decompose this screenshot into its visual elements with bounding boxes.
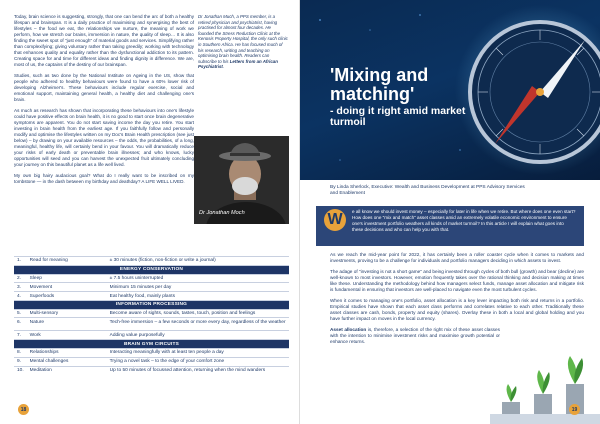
headline-line-1: 'Mixing and bbox=[330, 65, 429, 85]
row-activity: Multi-sensory bbox=[27, 309, 107, 318]
right-body-text bbox=[330, 252, 584, 350]
row-number: 1. bbox=[14, 257, 27, 266]
right-paragraph-4 bbox=[330, 327, 500, 345]
left-body-text bbox=[14, 14, 194, 190]
table-row bbox=[14, 274, 289, 283]
right-paragraph-2: The adage of "investing is not a short game" and being invested through cycles of both bull (growth) and bear (decline) are well-known to most investors. However, emotion frequently takes over the rational thinking and decision making at times like these. Understanding the methodology behind how managers select funds, manage asset allocation and mitigate risk is fundamental in ensuring that investors are well-placed to navigate even the most turbulent cycles. bbox=[330, 269, 584, 292]
section-label: BRAIN GYM CIRCUITS bbox=[14, 340, 289, 349]
intro-text: e all know we should invest money – especially for later in life when we retire. But where does one even start? How does one "mix and match" asset classes amid an extremely volatile economic environment to ensure one's investment portfolio weathers all kinds of market turmoil? In this article I will explain what goes into these decisions and who can help you with that. bbox=[352, 209, 576, 232]
table-row bbox=[14, 331, 289, 340]
bio-lead: Dr Jonathan Much, a PPS member, is a retired physician and psychiatrist, having practised for almost four decades. He founded the Stress Reduction Clinic at the Kenosis Property Hospital, the only such clinic in Southern Africa. He has focused much of his research, writing and teaching on optimising brain health. Readers can subscribe to his bbox=[198, 14, 288, 64]
bio-letters-title: Letters from an African Psychiatrist bbox=[198, 58, 278, 70]
table-row bbox=[14, 366, 289, 379]
row-activity: Relationships bbox=[27, 349, 107, 358]
table-section-header bbox=[14, 265, 289, 274]
row-activity: Superfoods bbox=[27, 292, 107, 301]
row-activity: Mental challenges bbox=[27, 357, 107, 366]
article-intro-box bbox=[316, 206, 584, 246]
row-number: 5. bbox=[14, 309, 27, 318]
row-prescription: ± 7.5 hours uninterrupted bbox=[107, 274, 289, 283]
table-section-header bbox=[14, 340, 289, 349]
table-row bbox=[14, 357, 289, 366]
row-number: 4. bbox=[14, 292, 27, 301]
money-plants-illustration bbox=[490, 344, 600, 424]
row-number: 9. bbox=[14, 357, 27, 366]
table-row bbox=[14, 292, 289, 301]
row-activity: Work bbox=[27, 331, 107, 340]
headline-line-2: matching' bbox=[330, 84, 415, 104]
row-activity: Sleep bbox=[27, 274, 107, 283]
drop-cap: W bbox=[324, 209, 346, 231]
row-number: 6. bbox=[14, 318, 27, 331]
author-bio bbox=[198, 14, 288, 70]
row-activity: Movement bbox=[27, 283, 107, 292]
row-number: 3. bbox=[14, 283, 27, 292]
bio-end: . bbox=[222, 64, 225, 70]
article-byline: By Linda Sherlock, Executive: Wealth and Business Development at PPS Advisory Services and Enablement bbox=[330, 185, 525, 196]
table-row bbox=[14, 283, 289, 292]
left-paragraph-2: Studies, such as two done by the National Institute on Ageing in the US, show that people who adhered to healthy behaviours were found to have a 60% lower risk of developing Alzheimer's. These behaviours include regular exercise, social and emotional support, maintaining general health, a healthy diet and challenging one's brain. bbox=[14, 73, 194, 102]
right-paragraph-3: When it comes to managing one's portfolio, asset allocation is a key lever impacting both risk and returns in a portfolio. Empirical studies have shown that each asset class performs and correlates relative to each other. Traditionally these asset classes are cash, bonds, property and equity (shares). Overlay these in both a local and global holding and you have further impact on moves in the local currency. bbox=[330, 298, 584, 321]
row-number: 7. bbox=[14, 331, 27, 340]
row-prescription: ± 30 minutes (fiction, non-fiction or write a journal) bbox=[107, 257, 289, 266]
row-prescription: Trying a novel task – to the edge of your comfort zone bbox=[107, 357, 289, 366]
article-headline bbox=[330, 66, 428, 104]
row-prescription: Minimum 15 minutes per day bbox=[107, 283, 289, 292]
row-prescription: Up to 50 minutes of focussed attention, returning when the mind wanders bbox=[107, 366, 289, 379]
left-paragraph-4: My own big hairy audacious goal? What do I really want to be inscribed on my tombstone — in the dash between my birthday and deathday? A LIFE WELL LIVED. bbox=[14, 173, 194, 184]
row-prescription: Become aware of sights, sounds, tastes, touch, position and feelings bbox=[107, 309, 289, 318]
right-paragraph-4-rest: is, therefore, a selection of the right mix of these asset classes with the intention to minimise investment risks and maximise growth potential or enhance returns. bbox=[330, 327, 500, 344]
left-paragraph-3: As much as research has shown that incorporating these behaviours into one's lifestyle could have positive effects on brain health, it is no good to start once brain degenerative symptoms are apparent. You do not start saving income the day you retire. You start investing in brain health from the earliest age. If you faithfully follow and personally modify and optimise the lifestyles written on my Doc's Brain Health prescription (see just below) – by drawing on your available resources – the odds, the probabilities, of a long, meaningful, healthy life, will certainly bend in your favour. You will dramatically reduce your risks of early death or preventable brain illnesses; and who knows, lucky opportunities will seed and you can harvest the unexpected fruit ultimately concluding your journey on this beautiful planet as a life well lived. bbox=[14, 108, 194, 167]
left-paragraph-1: Today, brain science is suggesting, strongly, that one can bend the arc of both a healthy lifespan and brainspan. It is a daily practice of maximising and synergising the best of lifestyles – the food we eat, the relationships we nurture, the meaning of work we perform, how we stretch our brains, immersion in nature, the quality of sleep… It is also finding the sweet spot of "just enough" of material goods and services. Simplifying rather than complexifying; giving voluntary rather than taking greedily; working with technology that enhances quality and equality rather than the dysfunctional addiction to its pattern. Creating space for and time for different ideas and finding dignity in difference. We are, most of us, the captains of the destiny of our brainspan. bbox=[14, 14, 194, 67]
row-number: 10. bbox=[14, 366, 27, 379]
brain-health-prescription-table bbox=[14, 256, 289, 379]
page-number-right: 19 bbox=[569, 404, 580, 415]
section-label: INFORMATION PROCESSING bbox=[14, 300, 289, 309]
row-prescription: Adding value purposefully bbox=[107, 331, 289, 340]
article-subhead: - doing it right amid market turmoil bbox=[330, 105, 466, 128]
row-number: 2. bbox=[14, 274, 27, 283]
row-activity: Meditation bbox=[27, 366, 107, 379]
table-row bbox=[14, 309, 289, 318]
page-number-left: 18 bbox=[18, 404, 29, 415]
section-label: ENERGY CONSERVATION bbox=[14, 265, 289, 274]
coin-stack-1 bbox=[502, 384, 520, 414]
row-activity: Nature bbox=[27, 318, 107, 331]
table-row bbox=[14, 349, 289, 358]
table-row bbox=[14, 318, 289, 331]
table-row bbox=[14, 257, 289, 266]
asset-allocation-bold: Asset allocation bbox=[330, 327, 367, 332]
coin-stack-2 bbox=[534, 370, 552, 414]
row-activity: Read for meaning bbox=[27, 257, 107, 266]
right-page bbox=[300, 0, 600, 424]
row-prescription: Eat healthy food, mainly plants bbox=[107, 292, 289, 301]
row-prescription: Tech-free immersion – a few seconds or more every day, regardless of the weather bbox=[107, 318, 289, 331]
table-section-header bbox=[14, 300, 289, 309]
row-prescription: Interacting meaningfully with at least ten people a day bbox=[107, 349, 289, 358]
row-number: 8. bbox=[14, 349, 27, 358]
portrait-caption: Dr Jonathan Moch bbox=[199, 210, 245, 216]
right-paragraph-1: As we reach the mid-year point for 2022, it has certainly been a roller coaster cycle when it comes to markets and investments, proving to be a challenge for individuals and portfolio managers deciding in which assets to invest. bbox=[330, 252, 584, 263]
